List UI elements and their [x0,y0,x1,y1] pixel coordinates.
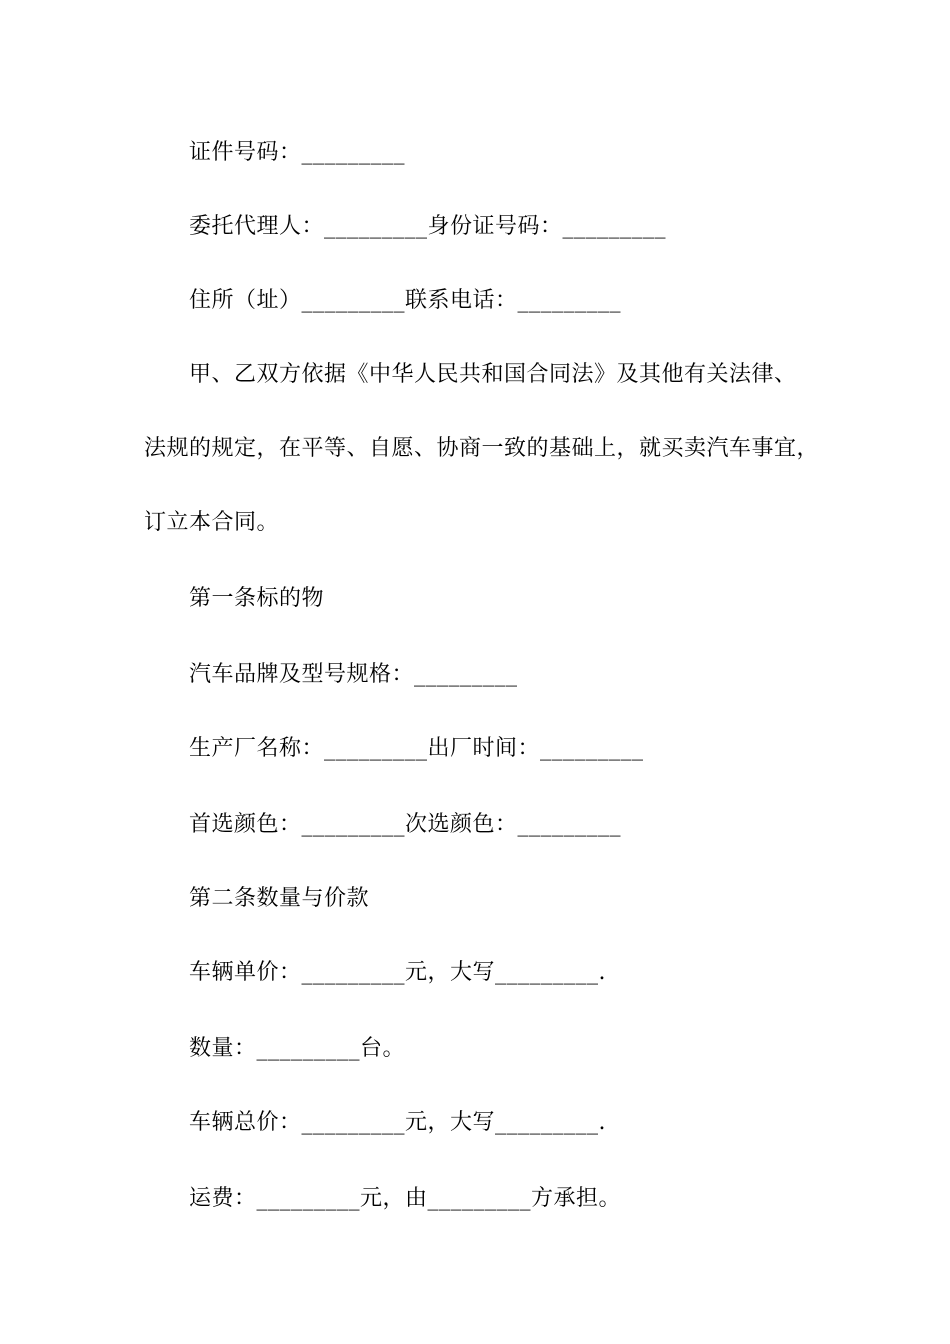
preamble-line-2: 法规的规定，在平等、自愿、协商一致的基础上，就买卖汽车事宜， [144,436,820,461]
preamble-line-3: 订立本合同。 [144,510,280,535]
article-1-heading: 第一条标的物 [189,586,325,611]
preamble-line-1: 甲、乙双方依据《中华人民共和国合同法》及其他有关法律、 [189,362,797,387]
car-brand-model-line: 汽车品牌及型号规格：_________ [189,662,518,687]
total-price-line: 车辆总价：_________元，大写_________. [189,1110,606,1135]
address-phone-line: 住所（址）_________联系电话：_________ [189,288,622,313]
color-line: 首选颜色：_________次选颜色：_________ [189,812,622,837]
id-number-line: 证件号码：_________ [189,140,406,165]
quantity-line: 数量：_________台。 [189,1036,406,1061]
unit-price-line: 车辆单价：_________元，大写_________. [189,960,606,985]
manufacturer-line: 生产厂名称：_________出厂时间：_________ [189,736,644,761]
freight-line: 运费：_________元，由_________方承担。 [189,1186,622,1211]
article-2-heading: 第二条数量与价款 [189,886,370,911]
agent-line: 委托代理人：_________身份证号码：_________ [189,214,667,239]
